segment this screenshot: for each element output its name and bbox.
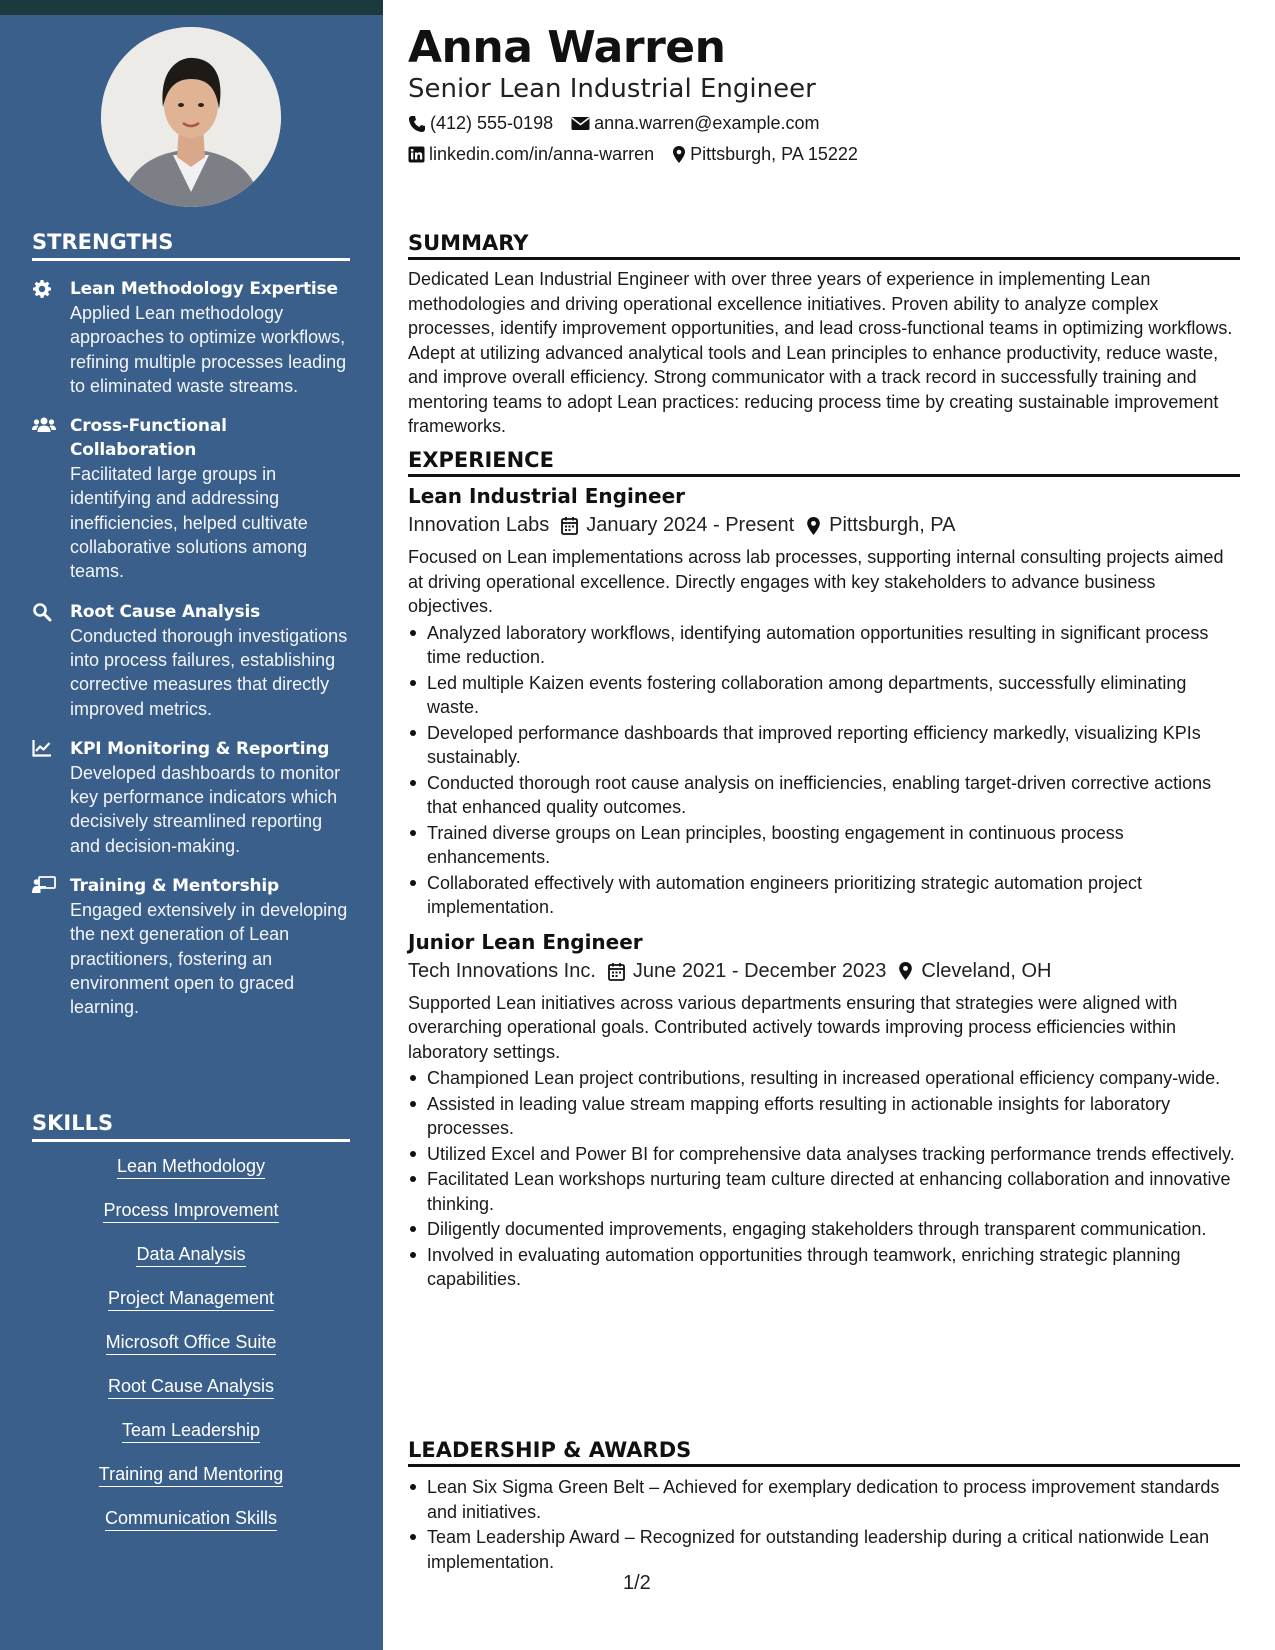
job-company: Innovation Labs: [408, 514, 550, 536]
summary-title: SUMMARY: [408, 231, 1240, 260]
job-location: Cleveland, OH: [921, 959, 1052, 982]
strength-item: [32, 600, 350, 721]
job-company: Tech Innovations Inc.: [408, 959, 596, 982]
strength-desc: Applied Lean methodology approaches to optimize workflows, refining multiple processes leading to eliminated waste streams.: [70, 303, 347, 396]
job-title: Junior Lean Engineer: [408, 929, 643, 954]
bullet-item: Led multiple Kaizen events fostering collaboration among departments, successfully eliminating waste.: [408, 671, 1240, 720]
contact-row-2: [408, 144, 876, 165]
map-pin-icon: [672, 145, 686, 164]
users-icon: [32, 414, 70, 583]
award-item: Lean Six Sigma Green Belt – Achieved for exemplary dedication to process improvement standards and initiatives.: [408, 1475, 1240, 1524]
profile-photo: [101, 27, 281, 207]
job-meta: [408, 514, 1240, 537]
skill-tag: Team Leadership: [122, 1418, 260, 1443]
location-text: Pittsburgh, PA 15222: [690, 144, 858, 164]
search-icon: [32, 600, 70, 721]
awards-section: [408, 1438, 1240, 1574]
chalkboard-teacher-icon: [32, 874, 70, 1019]
email-contact[interactable]: [571, 113, 819, 134]
contact-row-1: [408, 113, 837, 134]
skills-list: [32, 1154, 350, 1531]
phone-text: (412) 555-0198: [430, 113, 554, 133]
strength-desc: Conducted thorough investigations into process failures, establishing corrective measures that directly improved metrics.: [70, 625, 348, 719]
map-pin-icon: [898, 961, 913, 981]
job-description: Focused on Lean implementations across lab processes, supporting internal consulting projects aimed at driving operational excellence. Directly engages with key stakeholders to advance business objectives.: [408, 547, 1224, 616]
sidebar-top-band: [0, 0, 383, 15]
bullet-item: Championed Lean project contributions, resulting in increased operational efficiency company-wide.: [408, 1066, 1240, 1091]
strength-desc: Facilitated large groups in identifying and addressing inefficiencies, helped cultivate collaborative solutions among teams.: [70, 464, 308, 582]
bullet-item: Involved in evaluating automation opportunities through teamwork, enriching strategic planning capabilities.: [408, 1243, 1240, 1292]
job-entry: [408, 930, 1240, 1292]
experience-title: EXPERIENCE: [408, 448, 1240, 477]
job-bullets: [408, 1066, 1240, 1292]
job-location: Pittsburgh, PA: [829, 514, 956, 536]
email-text: anna.warren@example.com: [594, 113, 820, 133]
skill-tag: Process Improvement: [103, 1198, 278, 1223]
gear-icon: [32, 277, 70, 398]
skill-tag: Training and Mentoring: [99, 1462, 283, 1487]
skill-tag: Communication Skills: [105, 1506, 277, 1531]
job-entry: [408, 484, 1240, 920]
bullet-item: Facilitated Lean workshops nurturing team culture directed at enhancing collaboration and innovative thinking.: [408, 1167, 1240, 1216]
skill-tag: Root Cause Analysis: [108, 1374, 274, 1399]
calendar-icon: [608, 962, 625, 981]
linkedin-text: linkedin.com/in/anna-warren: [429, 144, 655, 164]
strength-title: Root Cause Analysis: [70, 601, 261, 622]
bullet-item: Utilized Excel and Power BI for comprehensive data analyses tracking performance trends effectively.: [408, 1142, 1240, 1167]
summary-text: Dedicated Lean Industrial Engineer with over three years of experience in implementing Lean methodologies and driving operational excellence initiatives. Proven ability to analyze complex processes, identify improvement opportunities, and lead cross-functional teams in optimizing workflows. Adept at utilizing advanced analytical tools and Lean principles to enhance productivity, reduce waste, and improve overall efficiency. Strong communicator with a track record in successfully training and mentoring teams to adopt Lean practices: reducing process time by creating sustainable improvement frameworks.: [408, 269, 1233, 436]
strengths-section: [32, 230, 350, 1020]
job-dates: June 2021 - December 2023: [632, 959, 887, 982]
awards-list: [408, 1475, 1240, 1574]
page-number: 1/2: [623, 1572, 651, 1594]
candidate-name: Anna Warren: [408, 22, 726, 73]
skill-tag: Lean Methodology: [117, 1154, 265, 1179]
awards-title: LEADERSHIP & AWARDS: [408, 1438, 1240, 1467]
skill-tag: Microsoft Office Suite: [106, 1330, 277, 1355]
bullet-item: Analyzed laboratory workflows, identifying automation opportunities resulting in significant process time reduction.: [408, 621, 1240, 670]
summary-section: [408, 231, 1240, 439]
skill-tag: Project Management: [108, 1286, 274, 1311]
bullet-item: Conducted thorough root cause analysis on inefficiencies, enabling target-driven corrective actions that enhanced quality outcomes.: [408, 771, 1240, 820]
skills-title: SKILLS: [32, 1111, 350, 1142]
bullet-item: Collaborated effectively with automation engineers prioritizing strategic automation project implementation.: [408, 871, 1240, 920]
strength-title: Lean Methodology Expertise: [70, 279, 338, 299]
chart-line-icon: [32, 737, 70, 858]
strength-item: [32, 277, 350, 398]
candidate-headline: Senior Lean Industrial Engineer: [408, 74, 816, 104]
strength-item: [32, 414, 350, 583]
job-dates: January 2024 - Present: [586, 514, 795, 536]
linkedin-contact[interactable]: [408, 144, 654, 165]
experience-section: [408, 448, 1240, 1292]
bullet-item: Diligently documented improvements, engaging stakeholders through transparent communication.: [408, 1217, 1240, 1242]
skills-section: [32, 1111, 350, 1550]
strength-desc: Engaged extensively in developing the next generation of Lean practitioners, fostering an environment open to graced learning.: [70, 900, 348, 1018]
bullet-item: Trained diverse groups on Lean principles, boosting engagement in continuous process enhancements.: [408, 821, 1240, 870]
job-title: Lean Industrial Engineer: [408, 484, 686, 508]
bullet-item: Developed performance dashboards that improved reporting efficiency markedly, visualizing KPIs sustainably.: [408, 721, 1240, 770]
strengths-title: STRENGTHS: [32, 230, 350, 261]
skill-tag: Data Analysis: [136, 1242, 245, 1267]
job-description: Supported Lean initiatives across various departments ensuring that strategies were aligned with overarching operational goals. Contributed actively towards improving process efficiencies within laboratory settings.: [408, 992, 1178, 1062]
job-bullets: [408, 621, 1240, 920]
location-contact: [672, 144, 858, 165]
envelope-icon: [571, 116, 590, 131]
strength-item: [32, 737, 350, 858]
phone-contact: [408, 113, 553, 134]
sidebar: [0, 0, 383, 1650]
bullet-item: Assisted in leading value stream mapping efforts resulting in actionable insights for laboratory processes.: [408, 1092, 1240, 1141]
strength-desc: Developed dashboards to monitor key performance indicators which decisively streamlined reporting and decision-making.: [70, 762, 341, 856]
map-pin-icon: [806, 516, 821, 536]
calendar-icon: [561, 516, 578, 535]
job-meta: [408, 960, 1240, 983]
strength-title: Training & Mentorship: [70, 876, 280, 897]
linkedin-icon: [408, 146, 425, 163]
strength-title: Cross-Functional Collaboration: [70, 416, 227, 461]
strength-item: [32, 874, 350, 1019]
award-item: Team Leadership Award – Recognized for outstanding leadership during a critical nationwide Lean implementation.: [408, 1525, 1240, 1574]
strength-title: KPI Monitoring & Reporting: [70, 738, 330, 759]
phone-icon: [408, 115, 426, 133]
